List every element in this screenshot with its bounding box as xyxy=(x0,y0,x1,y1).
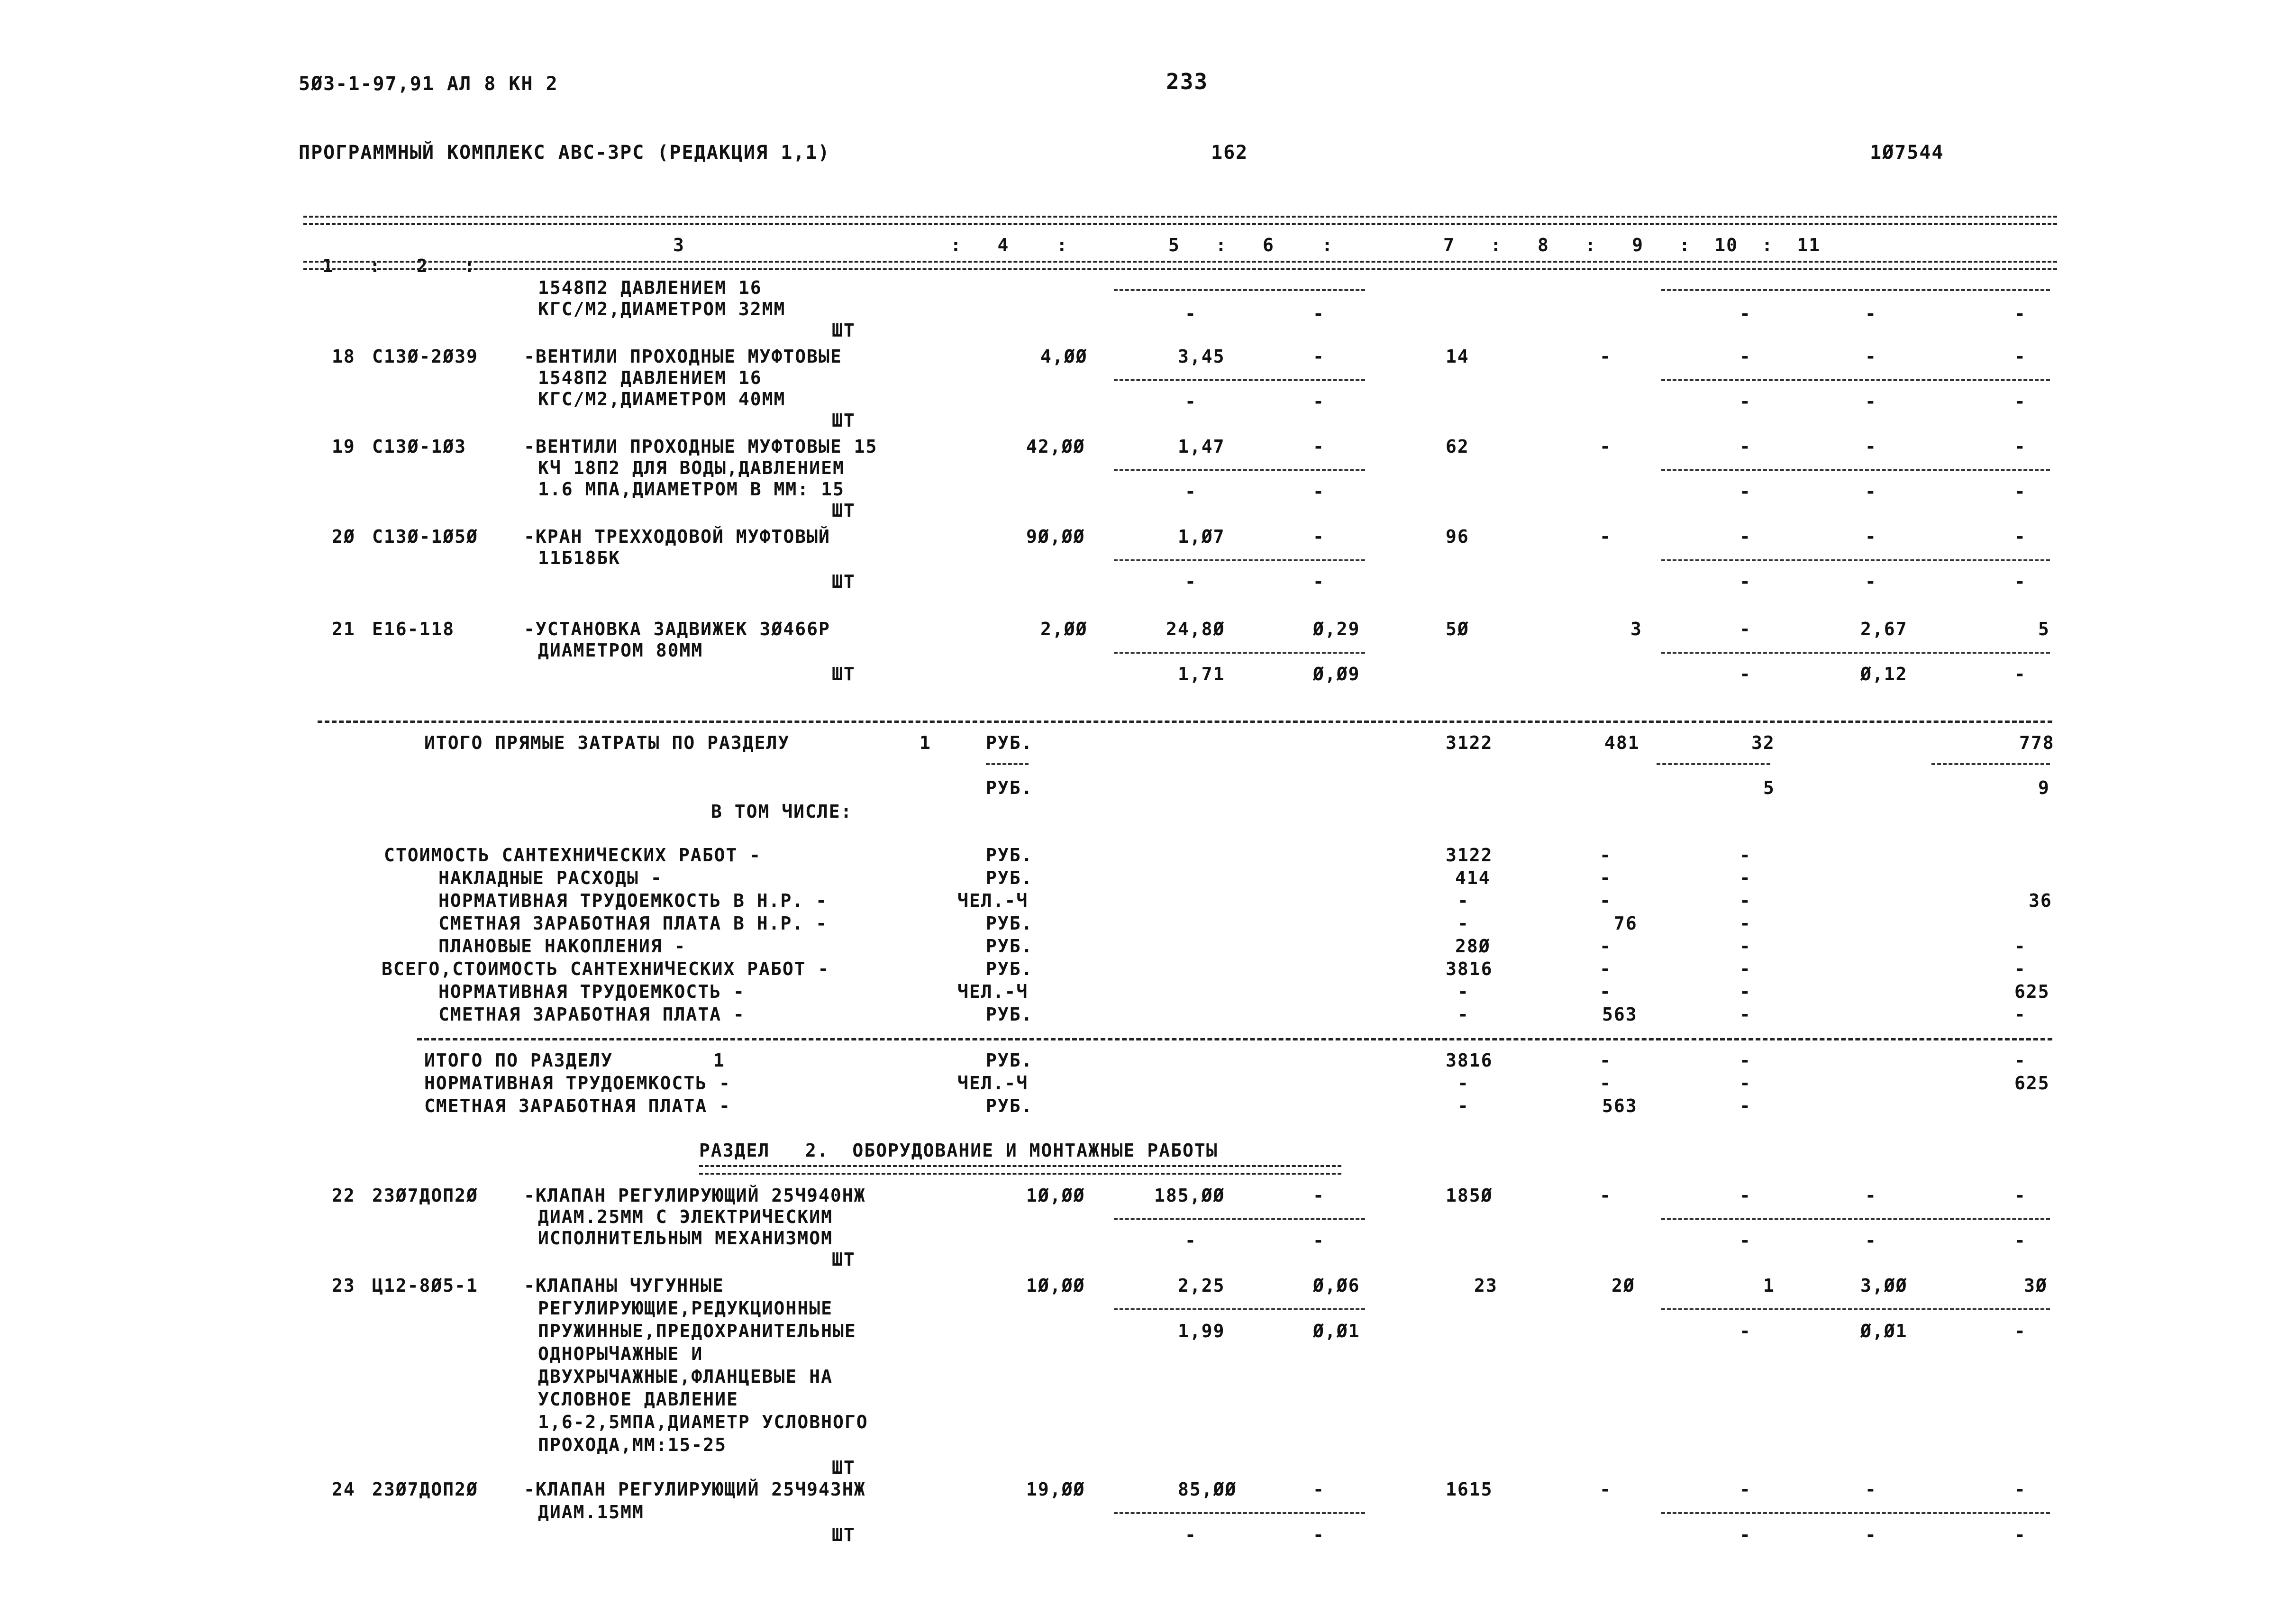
direct-costs-unit: РУБ. xyxy=(986,732,1033,753)
row-18-line-3: КГС/М2,ДИАМЕТРОМ 40ММ xyxy=(538,389,786,410)
total-sanitary-c7: 3816 xyxy=(1446,958,1493,979)
row-18-num: 18 xyxy=(332,346,355,367)
row-18-c10b: - xyxy=(1865,391,1877,412)
total-wages-label: СМЕТНАЯ ЗАРАБОТНАЯ ПЛАТА - xyxy=(438,1004,745,1025)
total-wages-c8: 563 xyxy=(1602,1004,1638,1025)
overhead-c9: - xyxy=(1739,867,1751,888)
row-20-c9b: - xyxy=(1739,571,1751,592)
sanitary-cost-c8: - xyxy=(1600,845,1612,866)
row-20-unit: ШТ xyxy=(832,571,856,592)
row-20-c5: 1,Ø7 xyxy=(1178,526,1225,547)
row-21-unit: ШТ xyxy=(832,664,856,684)
row-23-c11b: - xyxy=(2014,1321,2026,1341)
sanitary-cost-c9: - xyxy=(1739,845,1751,866)
direct-costs-c11: 778 xyxy=(2019,732,2055,753)
row-cont-c11: - xyxy=(2014,303,2026,324)
table-header-rule xyxy=(303,261,2057,270)
row-23-c11: 3Ø xyxy=(2024,1275,2048,1296)
row-24-c7: 1615 xyxy=(1446,1479,1493,1500)
row-20-c11: - xyxy=(2014,526,2026,547)
row-cont-line-2: КГС/М2,ДИАМЕТРОМ 32ММ xyxy=(538,299,786,319)
row-23-line-5: ДВУХРЫЧАЖНЫЕ,ФЛАНЦЕВЫЕ НА xyxy=(538,1366,833,1387)
section-labor-c11: 625 xyxy=(2014,1073,2050,1094)
overhead-label: НАКЛАДНЫЕ РАСХОДЫ - xyxy=(438,867,663,888)
row-18-c7: 14 xyxy=(1446,346,1469,367)
row-19-line-2: КЧ 18П2 ДЛЯ ВОДЫ,ДАВЛЕНИЕМ xyxy=(538,457,845,478)
labor-np-c9: - xyxy=(1739,890,1751,911)
wages-np-c9: - xyxy=(1739,913,1751,934)
total-wages-c11: - xyxy=(2014,1004,2026,1025)
row-21-c5b: 1,71 xyxy=(1178,664,1225,684)
row-24-c6b: - xyxy=(1313,1524,1325,1545)
row-19-c11b: - xyxy=(2014,481,2026,502)
section-labor-unit: ЧЕЛ.-Ч xyxy=(957,1073,1029,1094)
row-cont-line-1: 1548П2 ДАВЛЕНИЕМ 16 xyxy=(538,277,762,298)
row-24-c11b: - xyxy=(2014,1524,2026,1545)
row-22-line-1: -КЛАПАН РЕГУЛИРУЮЩИЙ 25Ч940НЖ xyxy=(524,1185,866,1206)
row-20-c7: 96 xyxy=(1446,526,1469,547)
planned-savings-c9: - xyxy=(1739,936,1751,957)
row-cont-c9: - xyxy=(1739,303,1751,324)
section-total-c7: 3816 xyxy=(1446,1050,1493,1071)
row-21-c5: 24,8Ø xyxy=(1166,619,1225,639)
row-18-c5b: - xyxy=(1185,391,1197,412)
row-22-c5b: - xyxy=(1185,1230,1197,1251)
row-22-c10b: - xyxy=(1865,1230,1877,1251)
row-23-line-3: ПРУЖИННЫЕ,ПРЕДОХРАНИТЕЛЬНЫЕ xyxy=(538,1321,856,1341)
direct-costs-unit-rule xyxy=(986,763,1029,765)
row-20-rule-b xyxy=(1661,559,2050,561)
row-23-c6: Ø,Ø6 xyxy=(1313,1275,1360,1296)
labor-np-unit: ЧЕЛ.-Ч xyxy=(957,890,1029,911)
total-sanitary-c9: - xyxy=(1739,958,1751,979)
row-18-c11b: - xyxy=(2014,391,2026,412)
direct-costs-section: 1 xyxy=(920,732,931,753)
total-sanitary-unit: РУБ. xyxy=(986,958,1033,979)
labor-np-c7: - xyxy=(1457,890,1469,911)
row-21-c6b: Ø,Ø9 xyxy=(1313,664,1360,684)
direct-costs-unit-2: РУБ. xyxy=(986,777,1033,798)
section-wages-c7: - xyxy=(1457,1095,1469,1116)
row-24-c10b: - xyxy=(1865,1524,1877,1545)
section-labor-c9: - xyxy=(1739,1073,1751,1094)
row-19-num: 19 xyxy=(332,436,355,457)
direct-costs-c9: 32 xyxy=(1751,732,1775,753)
row-24-c9b: - xyxy=(1739,1524,1751,1545)
row-22-rule-a xyxy=(1114,1218,1365,1220)
row-18-c5: 3,45 xyxy=(1178,346,1225,367)
row-24-c9: - xyxy=(1739,1479,1751,1500)
row-24-rule-a xyxy=(1114,1512,1365,1514)
row-20-c10b: - xyxy=(1865,571,1877,592)
row-21-c11b: - xyxy=(2014,664,2026,684)
direct-costs-c9b: 5 xyxy=(1763,777,1775,798)
direct-costs-c7: 3122 xyxy=(1446,732,1493,753)
row-22-c4: 1Ø,ØØ xyxy=(1026,1185,1085,1206)
row-23-c7: 23 xyxy=(1474,1275,1498,1296)
row-23-c8: 2Ø xyxy=(1612,1275,1635,1296)
table-top-rule xyxy=(303,216,2057,225)
row-21-c9: - xyxy=(1739,619,1751,639)
row-22-c6: - xyxy=(1313,1185,1325,1206)
row-18-c11: - xyxy=(2014,346,2026,367)
row-23-line-2: РЕГУЛИРУЮЩИЕ,РЕДУКЦИОННЫЕ xyxy=(538,1298,833,1319)
row-20-line-2: 11Б18БК xyxy=(538,547,621,568)
labor-np-c11: 36 xyxy=(2029,890,2052,911)
row-23-unit: ШТ xyxy=(832,1457,856,1478)
wages-np-c7: - xyxy=(1457,913,1469,934)
total-wages-c9: - xyxy=(1739,1004,1751,1025)
direct-costs-label: ИТОГО ПРЯМЫЕ ЗАТРАТЫ ПО РАЗДЕЛУ xyxy=(424,732,790,753)
row-21-c8: 3 xyxy=(1630,619,1642,639)
row-23-c10: 3,ØØ xyxy=(1860,1275,1908,1296)
row-24-line-1: -КЛАПАН РЕГУЛИРУЮЩИЙ 25Ч943НЖ xyxy=(524,1479,866,1500)
column-5-header: 5 : 6 : xyxy=(1168,235,1334,255)
row-24-c10: - xyxy=(1865,1479,1877,1500)
section-wages-c9: - xyxy=(1739,1095,1751,1116)
overhead-c7: 414 xyxy=(1455,867,1491,888)
section-total-unit: РУБ. xyxy=(986,1050,1033,1071)
row-20-code: С13Ø-1Ø5Ø xyxy=(372,526,478,547)
row-23-line-8: ПРОХОДА,ММ:15-25 xyxy=(538,1434,727,1455)
row-19-c5: 1,47 xyxy=(1178,436,1225,457)
sheet-number: 162 xyxy=(1211,142,1248,164)
row-23-line-6: УСЛОВНОЕ ДАВЛЕНИЕ xyxy=(538,1389,738,1410)
row-20-c5b: - xyxy=(1185,571,1197,592)
row-24-c5: 85,ØØ xyxy=(1178,1479,1237,1500)
row-19-c4: 42,ØØ xyxy=(1026,436,1085,457)
row-22-num: 22 xyxy=(332,1185,355,1206)
doc-code: 5Ø3-1-97,91 АЛ 8 КН 2 xyxy=(299,73,558,95)
row-23-rule-a xyxy=(1114,1308,1365,1310)
row-18-line-1: -ВЕНТИЛИ ПРОХОДНЫЕ МУФТОВЫЕ xyxy=(524,346,842,367)
section-2-underline xyxy=(699,1165,1341,1175)
row-21-rule-a xyxy=(1114,652,1365,654)
row-cont-c5: - xyxy=(1185,303,1197,324)
row-18-c8: - xyxy=(1600,346,1612,367)
row-21-line-2: ДИАМЕТРОМ 80ММ xyxy=(538,640,703,661)
total-labor-c11: 625 xyxy=(2014,981,2050,1002)
planned-savings-c7: 28Ø xyxy=(1455,936,1491,957)
row-18-unit: ШТ xyxy=(832,410,856,431)
row-18-code: С13Ø-2Ø39 xyxy=(372,346,478,367)
row-24-c6: - xyxy=(1313,1479,1325,1500)
row-18-line-2: 1548П2 ДАВЛЕНИЕМ 16 xyxy=(538,367,762,388)
row-21-c11: 5 xyxy=(2038,619,2050,639)
row-22-line-3: ИСПОЛНИТЕЛЬНЫМ МЕХАНИЗМОМ xyxy=(538,1228,833,1249)
row-19-c9: - xyxy=(1739,436,1751,457)
row-18-rule-a xyxy=(1114,379,1365,381)
row-19-c8: - xyxy=(1600,436,1612,457)
row-24-c8: - xyxy=(1600,1479,1612,1500)
section-labor-c8: - xyxy=(1600,1073,1612,1094)
row-23-line-7: 1,6-2,5МПА,ДИАМЕТР УСЛОВНОГО xyxy=(538,1412,868,1432)
row-23-rule-b xyxy=(1661,1308,2050,1310)
row-20-c6: - xyxy=(1313,526,1325,547)
row-18-c6: - xyxy=(1313,346,1325,367)
row-19-c7: 62 xyxy=(1446,436,1469,457)
total-labor-unit: ЧЕЛ.-Ч xyxy=(957,981,1029,1002)
row-20-c8: - xyxy=(1600,526,1612,547)
section-total-c9: - xyxy=(1739,1050,1751,1071)
row-21-c4: 2,ØØ xyxy=(1040,619,1088,639)
column-3-header: 3 xyxy=(673,235,685,255)
row-20-c6b: - xyxy=(1313,571,1325,592)
row-23-c4: 1Ø,ØØ xyxy=(1026,1275,1085,1296)
row-22-code: 23Ø7ДОП2Ø xyxy=(372,1185,478,1206)
row-18-c6b: - xyxy=(1313,391,1325,412)
row-19-code: С13Ø-1Ø3 xyxy=(372,436,467,457)
row-20-c11b: - xyxy=(2014,571,2026,592)
row-24-line-2: ДИАМ.15ММ xyxy=(538,1502,644,1523)
row-22-c5: 185,ØØ xyxy=(1154,1185,1225,1206)
total-sanitary-c8: - xyxy=(1600,958,1612,979)
including-label: В ТОМ ЧИСЛЕ: xyxy=(711,801,853,822)
row-19-line-3: 1.6 МПА,ДИАМЕТРОМ В ММ: 15 xyxy=(538,479,845,500)
overhead-c8: - xyxy=(1600,867,1612,888)
row-22-c10: - xyxy=(1865,1185,1877,1206)
row-24-c11: - xyxy=(2014,1479,2026,1500)
wages-np-unit: РУБ. xyxy=(986,913,1033,934)
total-labor-c7: - xyxy=(1457,981,1469,1002)
row-23-c10b: Ø,Ø1 xyxy=(1860,1321,1908,1341)
row-20-rule-a xyxy=(1114,559,1365,561)
row-23-line-4: ОДНОРЫЧАЖНЫЕ И xyxy=(538,1343,703,1364)
row-19-c6: - xyxy=(1313,436,1325,457)
section-wages-label: СМЕТНАЯ ЗАРАБОТНАЯ ПЛАТА - xyxy=(424,1095,731,1116)
direct-costs-c9-rule xyxy=(1657,763,1770,765)
total-sanitary-label: ВСЕГО,СТОИМОСТЬ САНТЕХНИЧЕСКИХ РАБОТ - xyxy=(382,958,830,979)
sanitary-cost-label: СТОИМОСТЬ САНТЕХНИЧЕСКИХ РАБОТ - xyxy=(384,845,762,866)
planned-savings-c8: - xyxy=(1600,936,1612,957)
row-21-c7: 5Ø xyxy=(1446,619,1469,639)
row-23-c5b: 1,99 xyxy=(1178,1321,1225,1341)
total-wages-unit: РУБ. xyxy=(986,1004,1033,1025)
direct-costs-c11b: 9 xyxy=(2038,777,2050,798)
row-18-rule-b xyxy=(1661,379,2050,381)
planned-savings-unit: РУБ. xyxy=(986,936,1033,957)
row-cont-unit: ШТ xyxy=(832,320,856,341)
section-total-rule xyxy=(417,1038,2052,1040)
row-24-c5b: - xyxy=(1185,1524,1197,1545)
total-sanitary-c11: - xyxy=(2014,958,2026,979)
wages-np-label: СМЕТНАЯ ЗАРАБОТНАЯ ПЛАТА В Н.Р. - xyxy=(438,913,828,934)
row-21-rule-b xyxy=(1661,652,2050,654)
direct-costs-c11-rule xyxy=(1931,763,2050,765)
row-22-c9: - xyxy=(1739,1185,1751,1206)
row-cont-rule-a xyxy=(1114,289,1365,291)
row-24-unit: ШТ xyxy=(832,1524,856,1545)
planned-savings-label: ПЛАНОВЫЕ НАКОПЛЕНИЯ - xyxy=(438,936,686,957)
row-22-c8: - xyxy=(1600,1185,1612,1206)
labor-np-c8: - xyxy=(1600,890,1612,911)
row-19-c6b: - xyxy=(1313,481,1325,502)
totals-top-rule xyxy=(318,721,2052,723)
row-20-num: 2Ø xyxy=(332,526,355,547)
row-24-code: 23Ø7ДОП2Ø xyxy=(372,1479,478,1500)
column-4-header: : 4 : xyxy=(950,235,1068,255)
overhead-unit: РУБ. xyxy=(986,867,1033,888)
row-21-c10b: Ø,12 xyxy=(1860,664,1908,684)
section-total-c8: - xyxy=(1600,1050,1612,1071)
section-2-title: РАЗДЕЛ 2. ОБОРУДОВАНИЕ И МОНТАЖНЫЕ РАБОТЫ xyxy=(699,1140,1218,1161)
row-22-c11b: - xyxy=(2014,1230,2026,1251)
row-20-c10: - xyxy=(1865,526,1877,547)
row-21-line-1: -УСТАНОВКА ЗАДВИЖЕК 3Ø466Р xyxy=(524,619,830,639)
total-labor-c8: - xyxy=(1600,981,1612,1002)
section-labor-c7: - xyxy=(1457,1073,1469,1094)
section-total-c11: - xyxy=(2014,1050,2026,1071)
total-labor-c9: - xyxy=(1739,981,1751,1002)
sanitary-cost-c7: 3122 xyxy=(1446,845,1493,866)
row-19-line-1: -ВЕНТИЛИ ПРОХОДНЫЕ МУФТОВЫЕ 15 xyxy=(524,436,878,457)
row-19-c10b: - xyxy=(1865,481,1877,502)
row-cont-c6: - xyxy=(1313,303,1325,324)
labor-np-label: НОРМАТИВНАЯ ТРУДОЕМКОСТЬ В Н.Р. - xyxy=(438,890,828,911)
row-23-c6b: Ø,Ø1 xyxy=(1313,1321,1360,1341)
planned-savings-c11: - xyxy=(2014,936,2026,957)
row-18-c4: 4,ØØ xyxy=(1040,346,1088,367)
row-22-rule-b xyxy=(1661,1218,2050,1220)
direct-costs-c8: 481 xyxy=(1604,732,1640,753)
row-22-c7: 185Ø xyxy=(1446,1185,1493,1206)
row-18-c10: - xyxy=(1865,346,1877,367)
sanitary-cost-unit: РУБ. xyxy=(986,845,1033,866)
row-23-line-1: -КЛАПАНЫ ЧУГУННЫЕ xyxy=(524,1275,724,1296)
document-id: 1Ø7544 xyxy=(1870,142,1944,164)
row-19-c5b: - xyxy=(1185,481,1197,502)
row-19-rule-a xyxy=(1114,469,1365,471)
total-labor-label: НОРМАТИВНАЯ ТРУДОЕМКОСТЬ - xyxy=(438,981,745,1002)
section-wages-unit: РУБ. xyxy=(986,1095,1033,1116)
row-22-c6b: - xyxy=(1313,1230,1325,1251)
wages-np-c8: 76 xyxy=(1614,913,1638,934)
row-23-c9b: - xyxy=(1739,1321,1751,1341)
row-23-code: Ц12-8Ø5-1 xyxy=(372,1275,478,1296)
total-wages-c7: - xyxy=(1457,1004,1469,1025)
row-22-c9b: - xyxy=(1739,1230,1751,1251)
row-24-num: 24 xyxy=(332,1479,355,1500)
row-23-num: 23 xyxy=(332,1275,355,1296)
section-total-label: ИТОГО ПО РАЗДЕЛУ xyxy=(424,1050,613,1071)
row-19-rule-b xyxy=(1661,469,2050,471)
row-24-c4: 19,ØØ xyxy=(1026,1479,1085,1500)
row-20-c4: 9Ø,ØØ xyxy=(1026,526,1085,547)
row-21-num: 21 xyxy=(332,619,355,639)
row-19-c9b: - xyxy=(1739,481,1751,502)
row-23-c5: 2,25 xyxy=(1178,1275,1225,1296)
row-20-c9: - xyxy=(1739,526,1751,547)
row-21-code: Е16-118 xyxy=(372,619,455,639)
program-title: ПРОГРАММНЫЙ КОМПЛЕКС АВС-3РС (РЕДАКЦИЯ 1,1) xyxy=(299,142,830,164)
column-number-header: 1 : 2 : xyxy=(322,255,476,276)
row-cont-c10: - xyxy=(1865,303,1877,324)
page-number: 233 xyxy=(1166,69,1209,94)
row-22-line-2: ДИАМ.25ММ С ЭЛЕКТРИЧЕСКИМ xyxy=(538,1206,833,1227)
section-total-section: 1 xyxy=(713,1050,725,1071)
row-18-c9: - xyxy=(1739,346,1751,367)
row-22-unit: ШТ xyxy=(832,1249,856,1270)
section-wages-c8: 563 xyxy=(1602,1095,1638,1116)
column-7-header: 7 : 8 : 9 : 10 : 11 xyxy=(1443,235,1821,255)
row-19-c11: - xyxy=(2014,436,2026,457)
row-cont-rule-b xyxy=(1661,289,2050,291)
row-22-c11: - xyxy=(2014,1185,2026,1206)
row-20-line-1: -КРАН ТРЕХХОДОВОЙ МУФТОВЫЙ xyxy=(524,526,830,547)
row-24-rule-b xyxy=(1661,1512,2050,1514)
row-21-c9b: - xyxy=(1739,664,1751,684)
row-19-c10: - xyxy=(1865,436,1877,457)
section-labor-label: НОРМАТИВНАЯ ТРУДОЕМКОСТЬ - xyxy=(424,1073,731,1094)
row-21-c6: Ø,29 xyxy=(1313,619,1360,639)
row-21-c10: 2,67 xyxy=(1860,619,1908,639)
row-19-unit: ШТ xyxy=(832,500,856,521)
row-23-c9: 1 xyxy=(1763,1275,1775,1296)
row-18-c9b: - xyxy=(1739,391,1751,412)
